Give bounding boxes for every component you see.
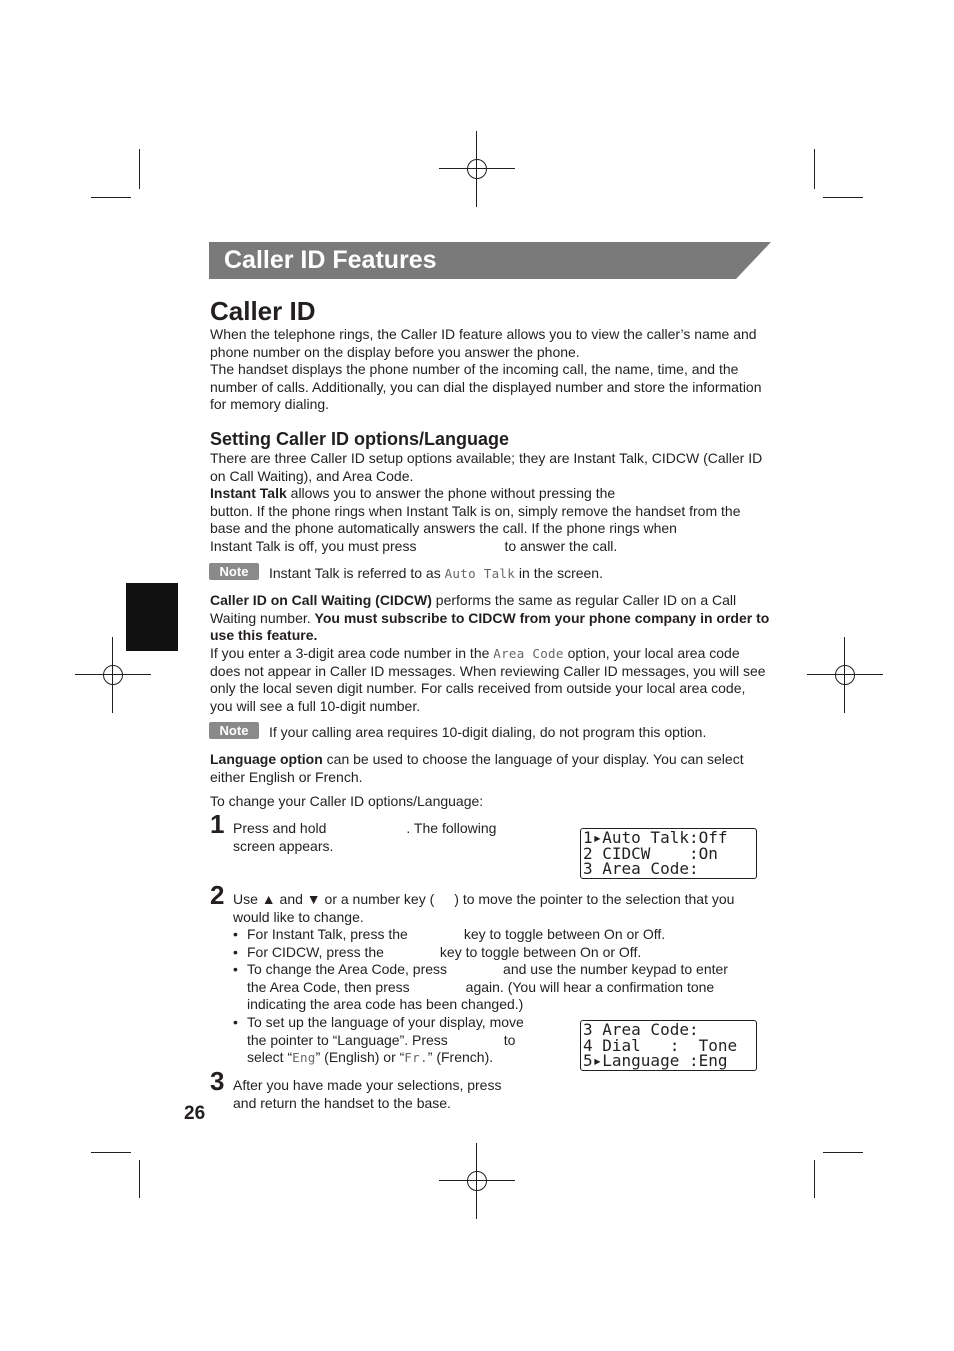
page-title: Caller ID	[210, 296, 316, 326]
lcd-term: Fr.	[404, 1050, 428, 1066]
instant-talk-text: Instant Talk is off, you must press	[210, 537, 417, 554]
registration-mark	[439, 131, 515, 207]
intro-text	[210, 326, 770, 414]
cidcw-paragraph: Caller ID on Call Waiting (CIDCW) performs the same as regular Caller ID on a Call Waiting number. You must subscribe to CIDCW from your phone company in order to use this feature.	[210, 592, 770, 644]
list-item: • For CIDCW, press the key to toggle between On or Off.	[233, 944, 763, 962]
crop-mark	[139, 1160, 140, 1198]
section-banner	[209, 242, 771, 279]
step-number: 2	[210, 880, 225, 910]
instant-talk-text: to answer the call.	[504, 537, 618, 554]
step-text: After you have made your selections, press and return the handset to the base.	[233, 1077, 502, 1111]
down-arrow-icon: ▼	[306, 891, 321, 907]
instant-talk-paragraph	[210, 485, 770, 555]
crop-mark	[823, 1152, 863, 1153]
note-badge: Note	[209, 563, 259, 581]
step-text: Press and hold . The following screen appears.	[233, 820, 497, 854]
crop-mark	[814, 149, 815, 189]
list-item: • For Instant Talk, press the key to toggle between On or Off.	[233, 926, 763, 944]
note-text: If your calling area requires 10-digit dialing, do not program this option.	[269, 724, 707, 740]
registration-mark	[807, 637, 883, 713]
language-paragraph: Language option can be used to choose the language of your display. You can select either English or French.	[210, 751, 744, 785]
crop-mark	[91, 1152, 131, 1153]
list-item: • To change the Area Code, press and use the number keypad to enter the Area Code, then press again. (You will hear a confirmation tone indicating the area code has been changed.)	[233, 961, 763, 1014]
side-tab	[126, 583, 178, 651]
intro-paragraph: The handset displays the phone number of the incoming call, the name, time, and the number of calls. Additionally, you can dial the displayed number and store the information for memory dialing.	[210, 361, 762, 413]
cidcw-requirement: You must subscribe to CIDCW from your phone company in order to use this feature.	[210, 609, 770, 644]
list-item: • To set up the language of your display, move the pointer to “Language”. Press to select “Eng” (English) or “Fr.” (French).	[233, 1014, 763, 1067]
lcd-screen: 1▸Auto Talk:Off 2 CIDCW :On 3 Area Code:	[580, 828, 757, 879]
instant-talk-text: allows you to answer the phone without pressing the	[286, 485, 616, 502]
crop-mark	[91, 197, 131, 198]
lcd-term: Eng	[292, 1050, 316, 1066]
note-badge: Note	[209, 722, 259, 740]
instant-talk-term: Instant Talk	[210, 485, 287, 502]
step-number: 3	[210, 1066, 225, 1096]
lcd-term: Area Code	[493, 646, 564, 661]
language-term: Language option	[210, 751, 323, 767]
intro-paragraph: When the telephone rings, the Caller ID feature allows you to view the caller’s name and phone number on the display before you answer the phone.	[210, 326, 757, 360]
page-number: 26	[184, 1103, 206, 1124]
setting-intro	[210, 450, 770, 556]
cidcw-term: Caller ID on Call Waiting (CIDCW)	[210, 592, 432, 608]
area-code-paragraph: If you enter a 3-digit area code number in the Area Code option, your local area code does not appear in Caller ID messages. When reviewing Caller ID messages, you will see only the local seven digit number. For calls received from outside your local area code, you will see a full 10-digit number.	[210, 645, 766, 714]
instant-talk-text: button. If the phone rings when Instant Talk is on, simply remove the handset from the base and the phone automatically answers the call. If the phone rings when	[210, 502, 741, 537]
step-number: 1	[210, 809, 225, 839]
lcd-screen: 3 Area Code: 4 Dial : Tone 5▸Language :Eng	[580, 1020, 757, 1071]
crop-mark	[814, 1160, 815, 1198]
section-heading: Setting Caller ID options/Language	[210, 429, 510, 449]
up-arrow-icon: ▲	[261, 891, 276, 907]
crop-mark	[139, 149, 140, 189]
note-text: Instant Talk is referred to as Auto Talk in the screen.	[269, 565, 603, 581]
instruction-lead: To change your Caller ID options/Language:	[210, 793, 484, 809]
setting-paragraph: There are three Caller ID setup options available; they are Instant Talk, CIDCW (Caller ID on Call Waiting), and Area Code.	[210, 450, 763, 484]
section-title: Caller ID Features	[224, 246, 437, 274]
registration-mark	[439, 1143, 515, 1219]
crop-mark	[823, 197, 863, 198]
step-text: Use ▲ and ▼ or a number key ( ) to move the pointer to the selection that you would like to change.	[233, 891, 735, 925]
lcd-term: Auto Talk	[444, 566, 516, 581]
